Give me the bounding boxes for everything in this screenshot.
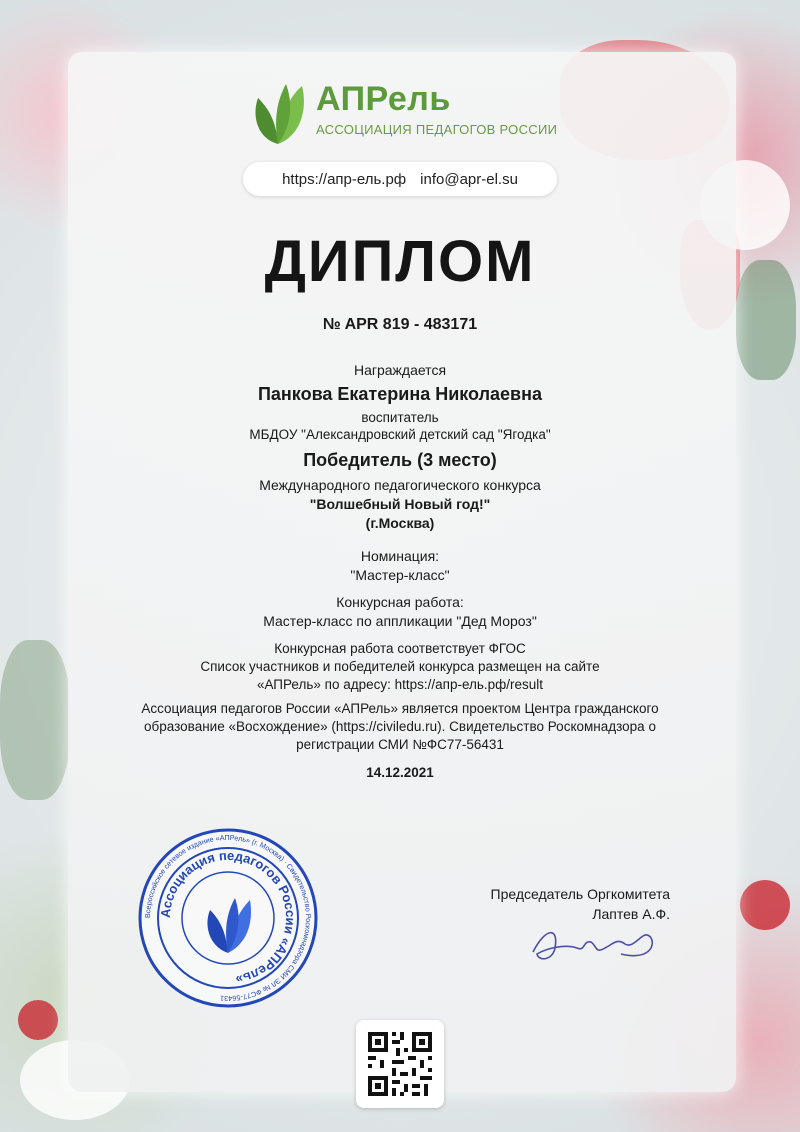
awarded-label: Награждается	[353, 362, 447, 378]
signature-name: Лаптев А.Ф.	[592, 906, 670, 922]
work-title: Мастер-класс по аппликации "Дед Мороз"	[263, 613, 537, 629]
recipient-name: Панкова Екатерина Николаевна	[257, 384, 542, 404]
signature-title: Председатель Оргкомитета	[490, 886, 670, 902]
results-line-1: Список участников и победителей конкурса размещен на сайте	[200, 659, 600, 674]
contest-city: (г.Москва)	[365, 515, 435, 531]
work-label: Конкурсная работа:	[336, 594, 464, 610]
nomination-label: Номинация:	[360, 548, 440, 564]
recipient-institution: МБДОУ "Александровский детский сад "Ягодка"	[249, 427, 551, 442]
logo	[250, 78, 558, 148]
logo-title: АПРель	[316, 80, 451, 118]
decoration-berries	[740, 880, 790, 930]
website-link[interactable]: https://апр-ель.рф	[282, 170, 407, 188]
award-place: Победитель (3 место)	[303, 450, 497, 470]
issue-date: 14.12.2021	[366, 765, 434, 780]
decoration-berries	[18, 1000, 58, 1040]
diploma-title: ДИПЛОМ	[264, 229, 536, 294]
association-line-2: образование «Восхождение» (https://civiledu.ru). Свидетельство Роскомнадзора о	[144, 719, 656, 734]
results-line-2: «АПРель» по адресу: https://апр-ель.рф/result	[256, 677, 544, 692]
contact-bar	[243, 162, 557, 196]
qr-code-icon	[356, 1020, 444, 1108]
association-line-3: регистрации СМИ №ФС77-56431	[296, 737, 504, 752]
recipient-position: воспитатель	[361, 410, 439, 425]
fgos-note: Конкурсная работа соответствует ФГОС	[274, 641, 526, 656]
association-stamp	[138, 828, 318, 1008]
nomination-value: "Мастер-класс"	[350, 567, 450, 583]
decoration-pine	[0, 640, 70, 800]
stamp-outer-text: Всероссийское сетевое издание «АПРель» (г. Москва) · Свидетельство Роскомнадзора СМИ ЭЛ № ФС77-56431	[142, 832, 314, 1004]
logo-subtitle: АССОЦИАЦИЯ ПЕДАГОГОВ РОССИИ	[316, 122, 558, 137]
email-link[interactable]: info@apr-el.su	[420, 170, 518, 188]
qr-code[interactable]	[356, 1020, 444, 1108]
contest-name: "Волшебный Новый год!"	[309, 496, 491, 512]
leaf-logo-icon	[250, 80, 306, 146]
signature-scribble	[525, 918, 665, 968]
diploma-number: № APR 819 - 483171	[322, 316, 478, 333]
association-line-1: Ассоциация педагогов России «АПРель» является проектом Центра гражданского	[141, 701, 659, 716]
stamp-inner-text: Ассоциация педагогов России «АПРель»	[157, 847, 299, 988]
contest-type: Международного педагогического конкурса	[259, 477, 541, 493]
